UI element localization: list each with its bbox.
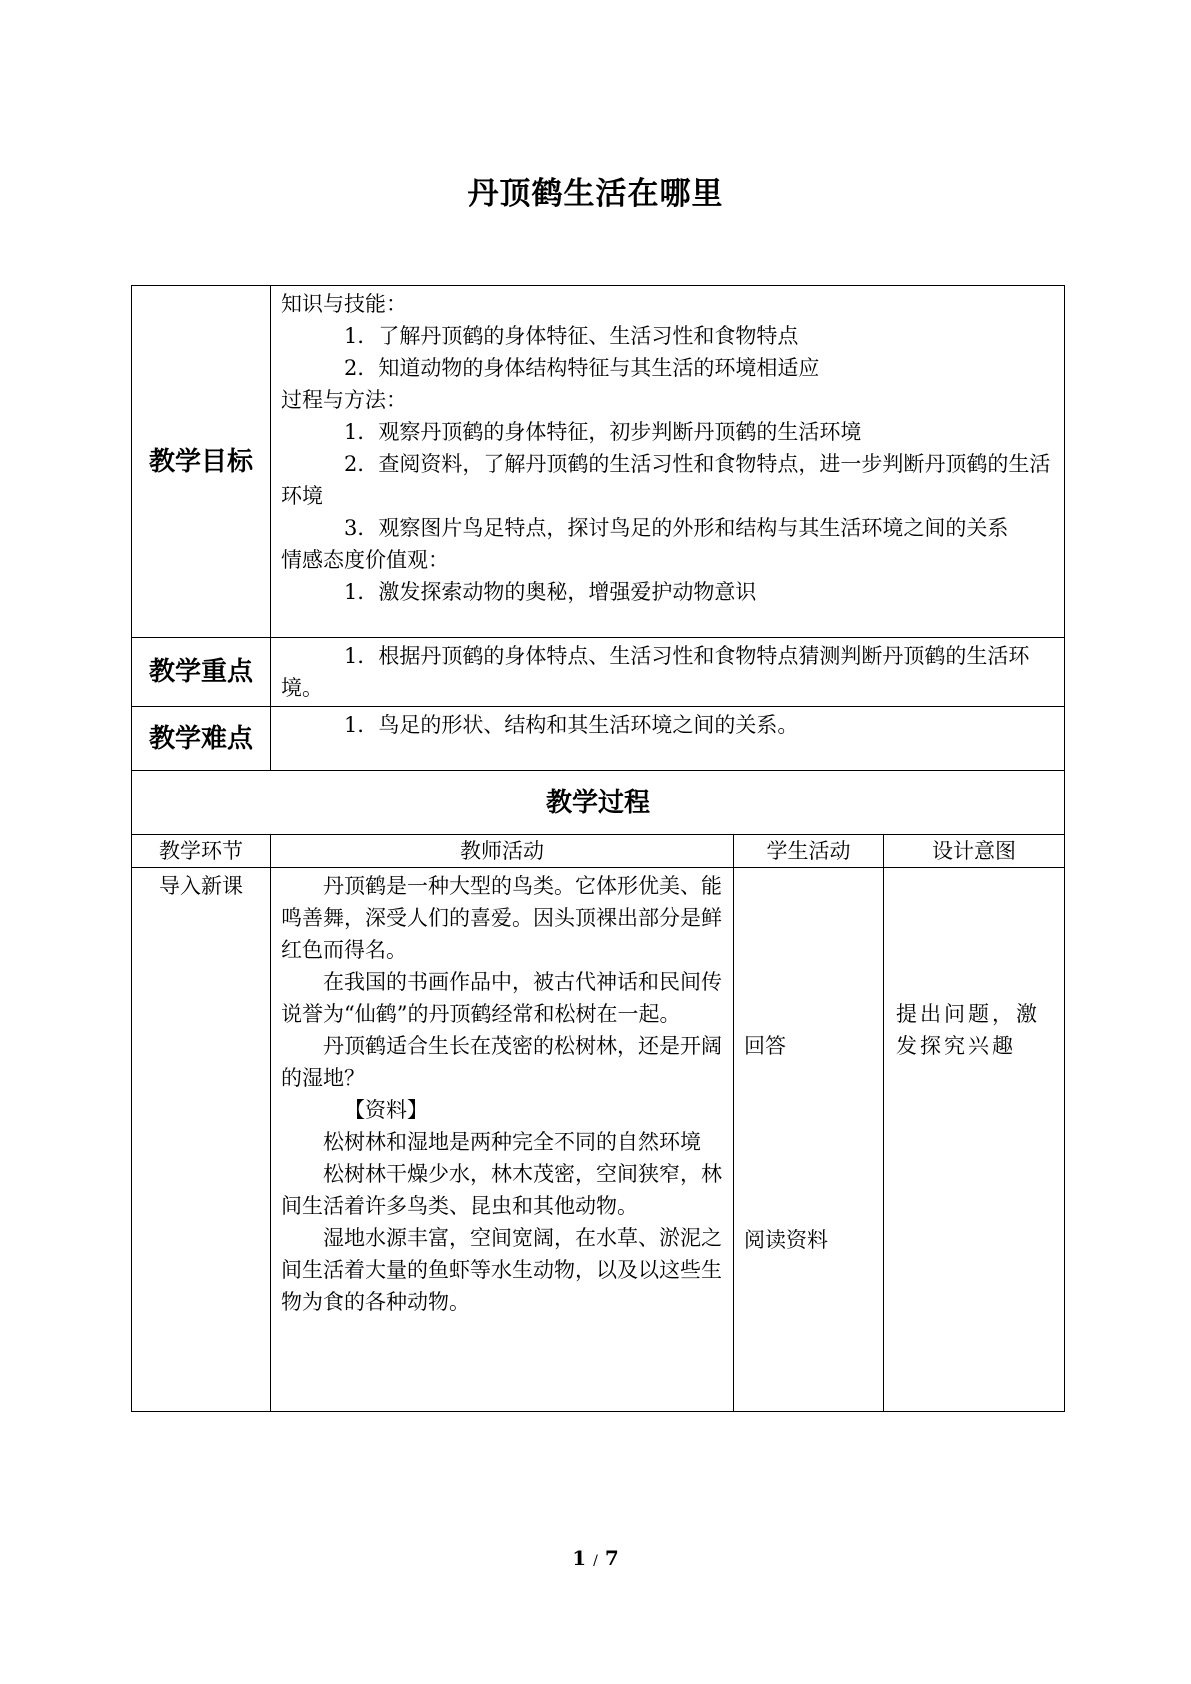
page-total: 7	[604, 1546, 619, 1570]
teacher-activity-cell	[271, 868, 734, 1412]
page-current: 1	[572, 1546, 587, 1570]
objectives-line: 过程与方法：	[281, 388, 407, 412]
difficulties-row	[132, 707, 1065, 771]
teacher-paragraph: 丹顶鹤适合生长在茂密的松树林，还是开阔的湿地？	[281, 1034, 722, 1090]
process-heading: 教学过程	[132, 771, 1065, 835]
objectives-line: 2．知道动物的身体结构特征与其生活的环境相适应	[344, 356, 820, 380]
student-activity-cell	[734, 868, 884, 1412]
column-header-student: 学生活动	[734, 835, 884, 868]
objectives-row	[132, 286, 1065, 638]
objectives-line: 1．了解丹顶鹤的身体特征、生活习性和食物特点	[344, 324, 799, 348]
teacher-paragraph: 在我国的书画作品中，被古代神话和民间传说誉为“仙鹤”的丹顶鹤经常和松树在一起。	[281, 970, 722, 1026]
student-activity-answer: 回答	[744, 1034, 786, 1058]
difficulties-label: 教学难点	[132, 707, 271, 771]
objectives-line: 3．观察图片鸟足特点，探讨鸟足的外形和结构与其生活环境之间的关系	[344, 516, 1009, 540]
stage-cell: 导入新课	[132, 868, 271, 1412]
design-intent-cell	[884, 868, 1065, 1412]
column-header-teacher: 教师活动	[271, 835, 734, 868]
difficulties-content	[271, 707, 1065, 771]
key-points-text: 1．根据丹顶鹤的身体特点、生活习性和食物特点猜测判断丹顶鹤的生活环境。	[281, 644, 1030, 700]
objectives-line: 情感态度价值观：	[281, 548, 449, 572]
key-points-row	[132, 638, 1065, 707]
page-number	[0, 1546, 1191, 1570]
page-separator: /	[593, 1553, 598, 1569]
column-header-stage: 教学环节	[132, 835, 271, 868]
student-activity-read: 阅读资料	[744, 1228, 828, 1252]
objectives-line: 1．激发探索动物的奥秘，增强爱护动物意识	[344, 580, 757, 604]
teacher-paragraph: 【资料】	[344, 1098, 428, 1122]
key-points-content	[271, 638, 1065, 707]
column-header-design: 设计意图	[884, 835, 1065, 868]
objectives-line: 2．查阅资料，了解丹顶鹤的生活习性和食物特点，进一步判断丹顶鹤的生活环境	[281, 452, 1051, 508]
objectives-line: 知识与技能：	[281, 292, 407, 316]
objectives-line: 1．观察丹顶鹤的身体特征，初步判断丹顶鹤的生活环境	[344, 420, 862, 444]
objectives-content	[271, 286, 1065, 638]
lesson-plan-table	[131, 285, 1065, 1412]
key-points-label: 教学重点	[132, 638, 271, 707]
teacher-paragraph: 松树林和湿地是两种完全不同的自然环境	[323, 1130, 701, 1154]
document-title: 丹顶鹤生活在哪里	[467, 176, 724, 212]
difficulties-text: 1．鸟足的形状、结构和其生活环境之间的关系。	[344, 713, 799, 737]
process-heading-row	[132, 771, 1065, 835]
teacher-paragraph: 丹顶鹤是一种大型的鸟类。它体形优美、能鸣善舞，深受人们的喜爱。因头顶裸出部分是鲜红色而得名。	[281, 874, 722, 962]
objectives-label: 教学目标	[132, 286, 271, 638]
teacher-paragraph: 松树林干燥少水，林木茂密，空间狭窄，林间生活着许多鸟类、昆虫和其他动物。	[281, 1162, 722, 1218]
design-intent-text: 提出问题，激发探究兴趣	[896, 1002, 1040, 1058]
teacher-paragraph: 湿地水源丰富，空间宽阔，在水草、淤泥之间生活着大量的鱼虾等水生动物，以及以这些生物为食的各种动物。	[281, 1226, 722, 1314]
process-row	[132, 868, 1065, 1412]
process-column-header-row	[132, 835, 1065, 868]
